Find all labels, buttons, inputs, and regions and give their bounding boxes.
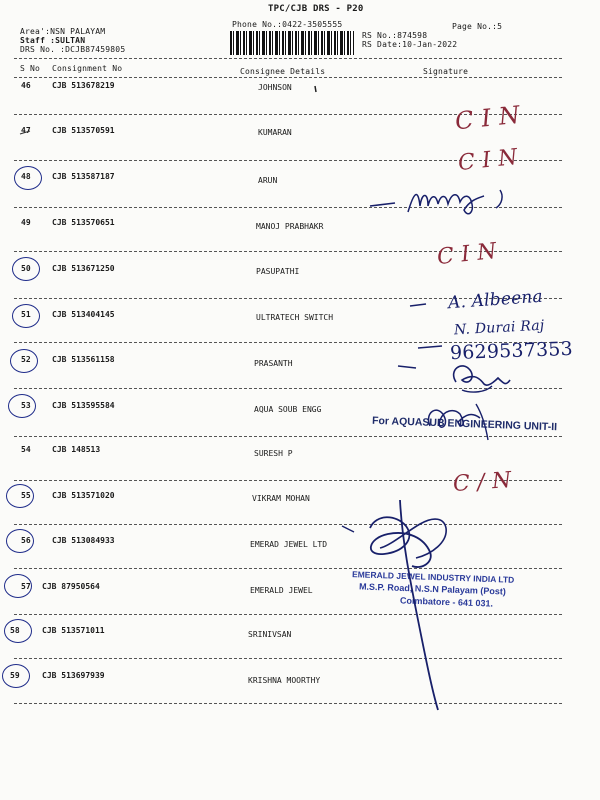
signature-row-48 bbox=[370, 190, 502, 214]
row-consignee: PRASANTH bbox=[254, 359, 293, 368]
row-sno: 51 bbox=[21, 310, 31, 319]
row-sno: 58 bbox=[10, 626, 20, 635]
phone-number: Phone No.:0422-3505555 bbox=[232, 20, 343, 29]
row-consignee: EMERAD JEWEL LTD bbox=[250, 540, 328, 549]
signature-row-52 bbox=[454, 366, 510, 392]
handwritten-cin: C I N bbox=[435, 238, 498, 271]
handwritten-signature: N. Durai Raj bbox=[453, 317, 545, 339]
row-sno: 48 bbox=[21, 172, 31, 181]
row-sno: 53 bbox=[21, 401, 31, 410]
handwritten-cin: C I N bbox=[456, 144, 519, 177]
row-consignee: ARUN bbox=[258, 176, 278, 185]
staff-label: Staff :SULTAN bbox=[20, 36, 86, 45]
emerald-stamp-line2: M.S.P. Road, N.S.N Palayam (Post) bbox=[358, 581, 507, 597]
row-consignment: CJB 513561158 bbox=[52, 355, 115, 364]
area-label: Area':NSN PALAYAM bbox=[20, 27, 106, 36]
rs-date: RS Date:10-Jan-2022 bbox=[362, 40, 458, 49]
row-sno: 56 bbox=[21, 536, 31, 545]
row-consignee: EMERALD JEWEL bbox=[250, 586, 313, 595]
col-consignment: Consignment No bbox=[52, 64, 123, 73]
row-consignee: JOHNSON bbox=[258, 83, 292, 92]
row-sno: 54 bbox=[21, 445, 31, 454]
row-consignee: ULTRATECH SWITCH bbox=[256, 313, 334, 322]
row-consignment: CJB 513570651 bbox=[52, 218, 115, 227]
row-consignee: VIKRAM MOHAN bbox=[252, 494, 310, 503]
handwritten-phone: 9629537353 bbox=[449, 337, 574, 365]
aquasub-stamp: For AQUASUB ENGINEERING UNIT-II bbox=[371, 414, 558, 434]
signature-row-53 bbox=[429, 404, 488, 440]
row-sno: 49 bbox=[21, 218, 31, 227]
row-sno: 47 bbox=[21, 126, 31, 135]
col-signature: Signature bbox=[423, 67, 469, 76]
col-sno: S No bbox=[20, 64, 41, 73]
page-number: Page No.:5 bbox=[452, 22, 503, 31]
handwritten-cin: C / N bbox=[452, 467, 513, 498]
emerald-stamp-line1: EMERALD JEWEL INDUSTRY INDIA LTD bbox=[351, 569, 515, 585]
row-sno: 50 bbox=[21, 264, 31, 273]
row-consignment: CJB 513571011 bbox=[42, 626, 105, 635]
col-consignee: Consignee Details bbox=[240, 67, 326, 76]
row-consignment: CJB 513678219 bbox=[52, 81, 115, 90]
sheet-title: TPC/CJB DRS - P20 bbox=[268, 4, 364, 14]
row-sno: 57 bbox=[21, 582, 31, 591]
drs-number: DRS No. :DCJB87459805 bbox=[20, 45, 126, 54]
row-consignee: MANOJ PRABHAKR bbox=[256, 222, 324, 231]
row-consignee: PASUPATHI bbox=[256, 267, 300, 276]
signature-rows-55-59 bbox=[342, 500, 446, 710]
handwritten-cin: C I N bbox=[453, 100, 522, 136]
row-sno: 46 bbox=[21, 81, 31, 90]
row-consignee: KUMARAN bbox=[258, 128, 292, 137]
row-consignment: CJB 513084933 bbox=[52, 536, 115, 545]
row-sno: 52 bbox=[21, 355, 31, 364]
row-consignment: CJB 513571020 bbox=[52, 491, 115, 500]
handwritten-signature: A. Albeena bbox=[447, 286, 544, 314]
row-consignment: CJB 513587187 bbox=[52, 172, 115, 181]
row-sno: 59 bbox=[10, 671, 20, 680]
row-consignment: CJB 87950564 bbox=[42, 582, 100, 591]
rs-number: RS No.:874598 bbox=[362, 31, 428, 40]
row-consignee: AQUA SOUB ENGG bbox=[254, 405, 322, 414]
row-consignee: SRINIVSAN bbox=[248, 630, 292, 639]
row-sno: 55 bbox=[21, 491, 31, 500]
row-consignment: CJB 513595584 bbox=[52, 401, 115, 410]
row-consignment: CJB 513671250 bbox=[52, 264, 115, 273]
row-consignment: CJB 513570591 bbox=[52, 126, 115, 135]
row-consignment: CJB 513404145 bbox=[52, 310, 115, 319]
row-consignment: CJB 148513 bbox=[52, 445, 101, 454]
row-consignment: CJB 513697939 bbox=[42, 671, 105, 680]
row-consignee: SURESH P bbox=[254, 449, 293, 458]
row-consignee: KRISHNA MOORTHY bbox=[248, 676, 321, 685]
emerald-stamp-line3: Coimbatore - 641 031. bbox=[399, 595, 494, 609]
